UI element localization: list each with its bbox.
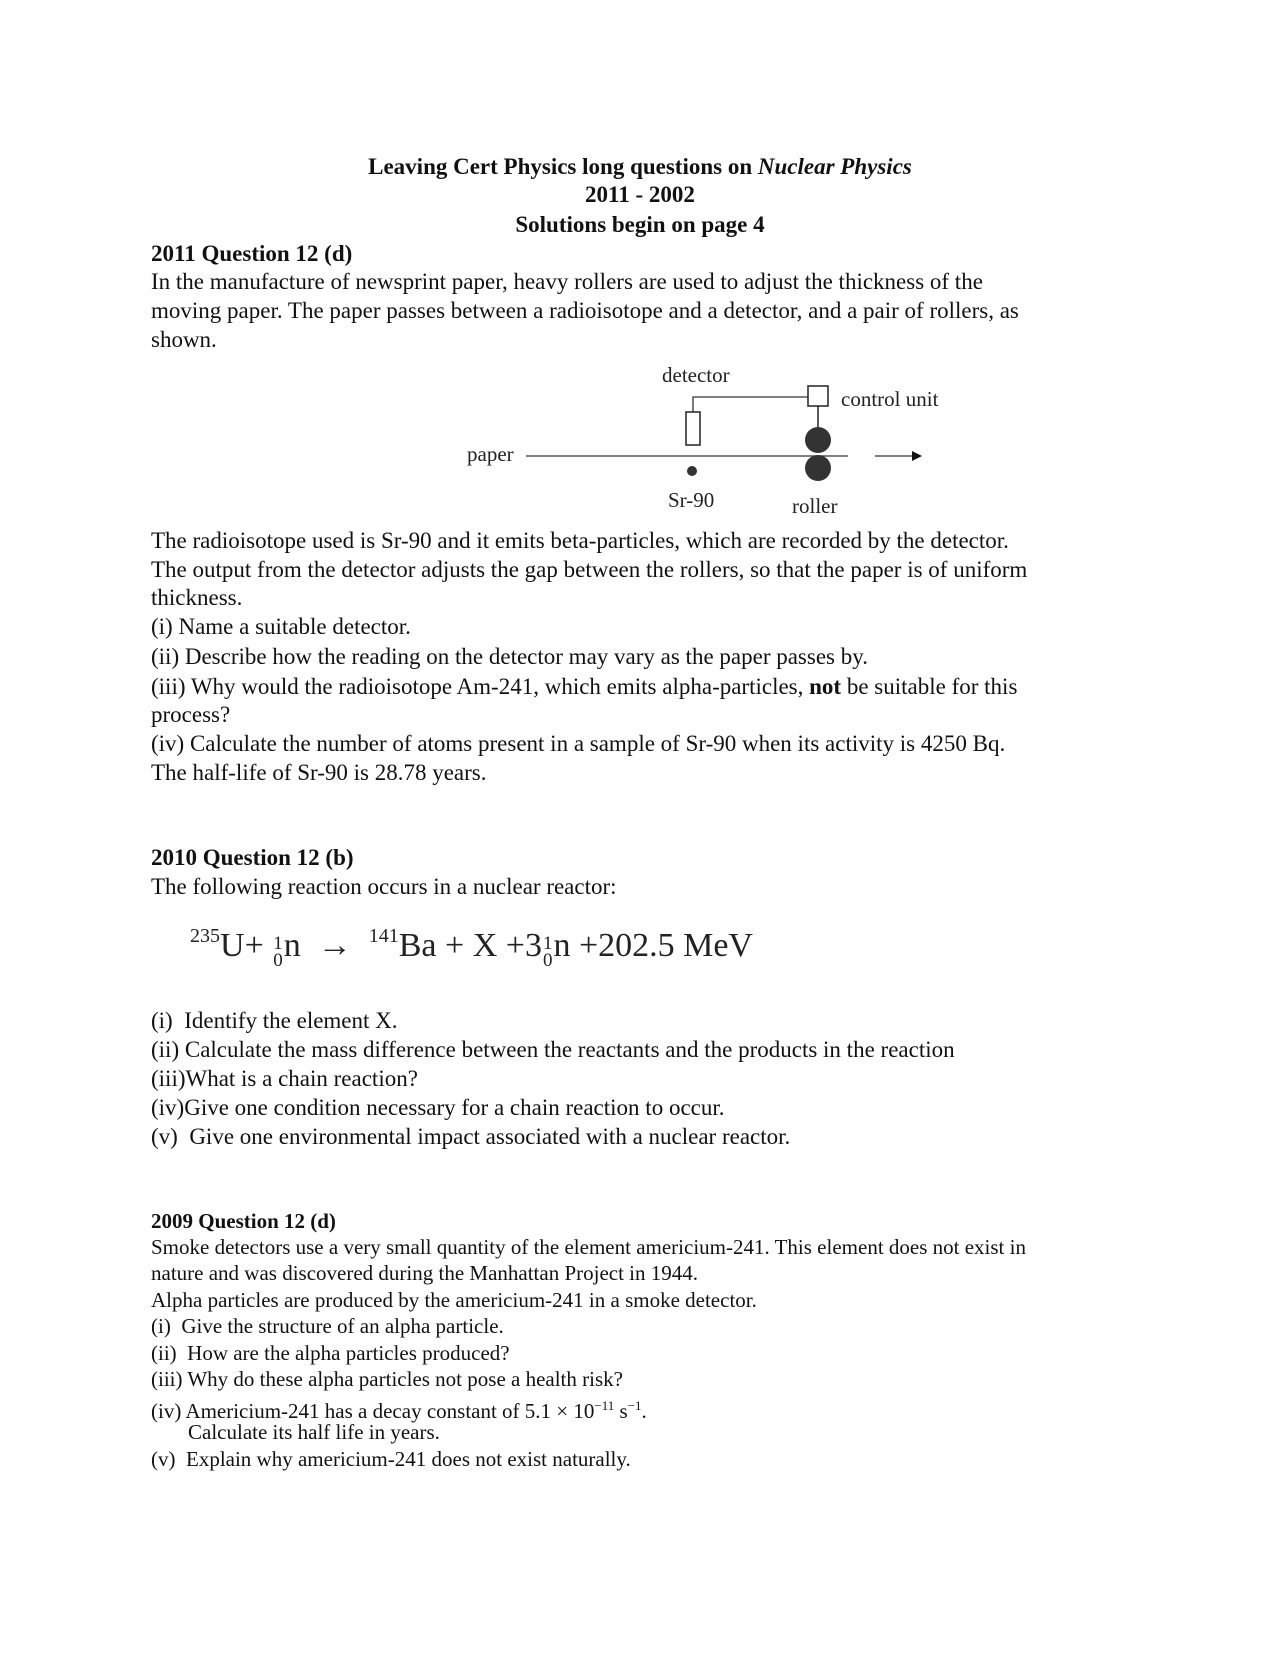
q2011-item: The half-life of Sr-90 is 28.78 years. (151, 760, 487, 785)
q2011-text: thickness. (151, 585, 243, 610)
q2011-intro: moving paper. The paper passes between a radioisotope and a detector, and a pair of rollers, as (151, 298, 1019, 323)
source-label: Sr-90 (668, 488, 715, 512)
q2011-heading: 2011 Question 12 (d) (151, 241, 353, 266)
signal-wire (693, 397, 808, 412)
q2009-item: Calculate its half life in years. (188, 1420, 440, 1444)
q2011-item: (i) Name a suitable detector. (151, 614, 411, 639)
paper-label: paper (467, 442, 514, 466)
q2009-heading: 2009 Question 12 (d) (151, 1209, 336, 1233)
lower-roller (805, 455, 831, 481)
nuclear-equation: $^{235}$U+ 1 0 n → $^{141}$Ba + X +3 1 0 n +202.5 MeV (190, 925, 753, 972)
detector-label: detector (662, 363, 730, 387)
q2009-item: (iv) Americium-241 has a decay constant of $5.1 \times 10^{-11}$ $s^{-1}$. (151, 1398, 647, 1423)
q2009-item: (v) Explain why americium-241 does not exist naturally. (151, 1447, 631, 1471)
q2010-item: (iv)Give one condition necessary for a chain reaction to occur. (151, 1095, 725, 1120)
q2010-item: (ii) Calculate the mass difference between the reactants and the products in the reaction (151, 1037, 955, 1062)
q2011-intro: shown. (151, 327, 217, 352)
q2010-item: (i) Identify the element X. (151, 1008, 398, 1033)
upper-roller (805, 427, 831, 453)
control-unit-label: control unit (841, 387, 939, 411)
solutions-note: Solutions begin on page 4 (515, 212, 765, 237)
source-dot (687, 466, 697, 476)
q2010-heading: 2010 Question 12 (b) (151, 845, 354, 870)
q2009-item: (iii) Why do these alpha particles not pose a health risk? (151, 1367, 623, 1391)
paper-roller-diagram (440, 350, 1000, 520)
control-unit-box (808, 386, 828, 406)
q2009-item: (i) Give the structure of an alpha particle. (151, 1314, 504, 1338)
q2011-item: (iv) Calculate the number of atoms present in a sample of Sr-90 when its activity is 4250 Bq. (151, 731, 1006, 756)
q2009-text: Alpha particles are produced by the americium-241 in a smoke detector. (151, 1288, 757, 1312)
roller-label: roller (792, 494, 838, 518)
arrow-head-icon (912, 451, 922, 461)
year-range: 2011 - 2002 (585, 182, 695, 207)
q2011-item: (iii) Why would the radioisotope Am-241, which emits alpha-particles, not be suitable for this (151, 674, 1018, 699)
detector-box (686, 412, 700, 445)
q2011-intro: In the manufacture of newsprint paper, heavy rollers are used to adjust the thickness of the (151, 269, 983, 294)
q2011-item: process? (151, 702, 231, 727)
q2010-intro: The following reaction occurs in a nuclear reactor: (151, 874, 617, 899)
q2011-text: The output from the detector adjusts the gap between the rollers, so that the paper is of uniform (151, 557, 1028, 582)
q2010-item: (v) Give one environmental impact associated with a nuclear reactor. (151, 1124, 791, 1149)
q2011-item: (ii) Describe how the reading on the detector may vary as the paper passes by. (151, 644, 868, 669)
q2009-text: Smoke detectors use a very small quantity of the element americium-241. This element does not exist in (151, 1235, 1026, 1259)
q2011-text: The radioisotope used is Sr-90 and it emits beta-particles, which are recorded by the detector. (151, 528, 1009, 553)
document-title: Leaving Cert Physics long questions on Nuclear Physics (368, 154, 912, 179)
q2009-text: nature and was discovered during the Manhattan Project in 1944. (151, 1261, 699, 1285)
q2010-item: (iii)What is a chain reaction? (151, 1066, 418, 1091)
q2009-item: (ii) How are the alpha particles produced? (151, 1341, 510, 1365)
